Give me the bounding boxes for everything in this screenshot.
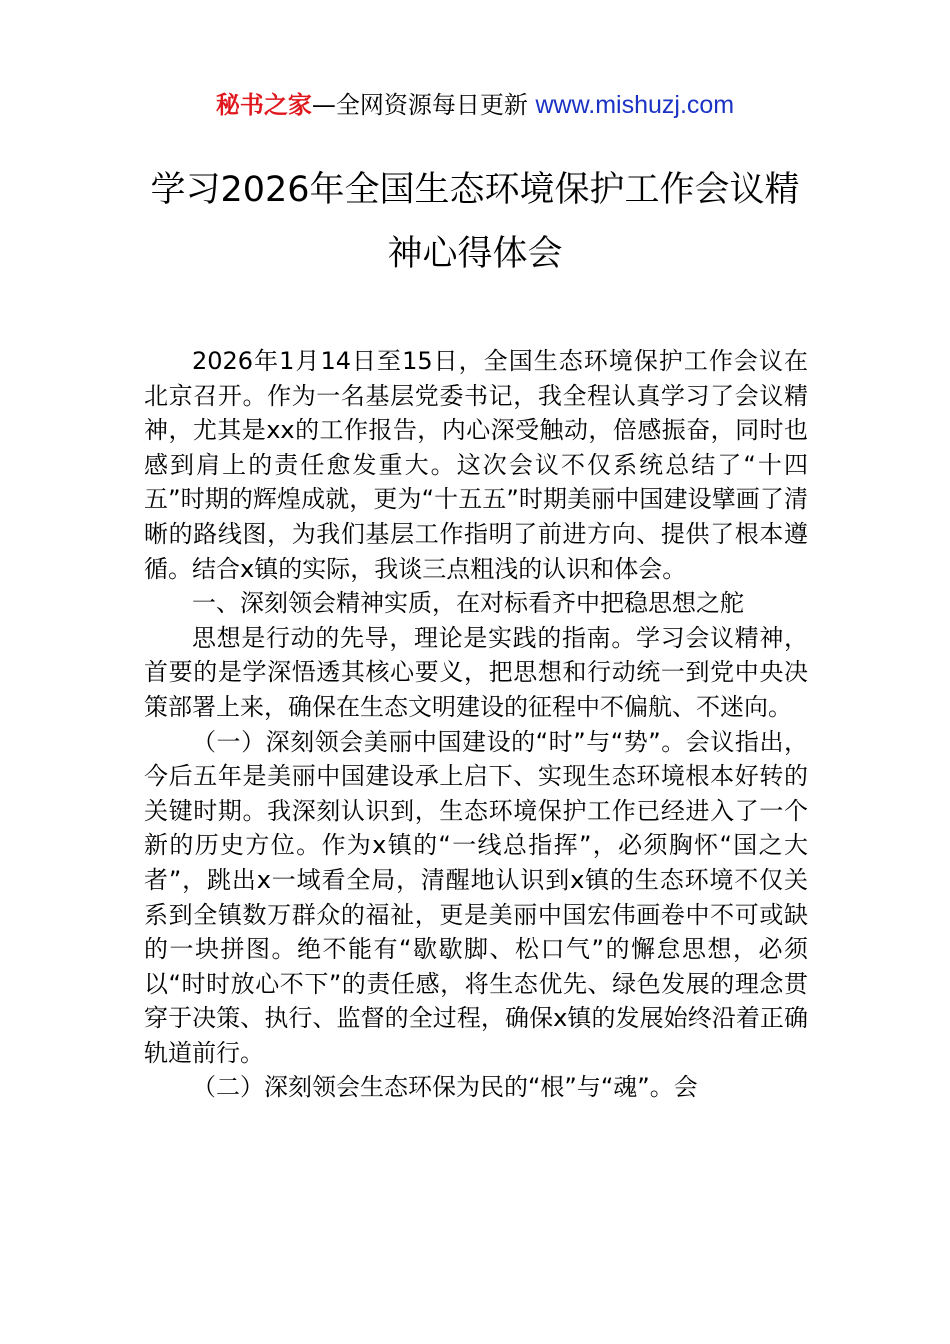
subsection-2-paragraph: （二）深刻领会生态环保为民的“根”与“魂”。会 — [192, 1073, 698, 1102]
site-url-link[interactable]: www.mishuzj.com — [535, 91, 735, 119]
banner-tagline: —全网资源每日更新 — [311, 91, 536, 119]
document-title — [0, 158, 950, 286]
subsection-1-paragraph: （一）深刻领会美丽中国建设的“时”与“势”。会议指出，今后五年是美丽中国建设承上启下、实现生态环境根本好转的关键时期。我深刻认识到，生态环境保护工作已经进入了一个新的历史方位。作为x镇的“一线总指挥”，必须胸怀“国之大者”，跳出x一域看全局，清醒地认识到x镇的生态环境不仅关系到全镇数万群众的福祉，更是美丽中国宏伟画卷中不可或缺的一块拼图。绝不能有“歇歇脚、松口气”的懈怠思想，必须以“时时放心不下”的责任感，将生态优先、绿色发展的理念贯穿于决策、执行、监督的全过程，确保x镇的发展始终沿着正确轨道前行。 — [144, 727, 808, 1067]
title-line-2: 神心得体会 — [387, 234, 563, 274]
intro-paragraph: 2026年1月14日至15日，全国生态环境保护工作会议在北京召开。作为一名基层党委书记，我全程认真学习了会议精神，尤其是xx的工作报告，内心深受触动，倍感振奋，同时也感到肩上的责任愈发重大。这次会议不仅系统总结了“十四五”时期的辉煌成就，更为“十五五”时期美丽中国建设擘画了清晰的路线图，为我们基层工作指明了前进方向、提供了根本遵循。结合x镇的实际，我谈三点粗浅的认识和体会。 — [144, 347, 808, 583]
section-heading-1: 一、深刻领会精神实质，在对标看齐中把稳思想之舵 — [192, 589, 744, 618]
title-line-1: 学习2026年全国生态环境保护工作会议精 — [150, 170, 800, 210]
brand-name: 秘书之家 — [215, 91, 312, 119]
document-body — [144, 344, 808, 1105]
section-1-paragraph: 思想是行动的先导，理论是实践的指南。学习会议精神，首要的是学深悟透其核心要义，把思想和行动统一到党中央决策部署上来，确保在生态文明建设的征程中不偏航、不迷向。 — [144, 623, 808, 721]
site-banner — [0, 88, 950, 122]
